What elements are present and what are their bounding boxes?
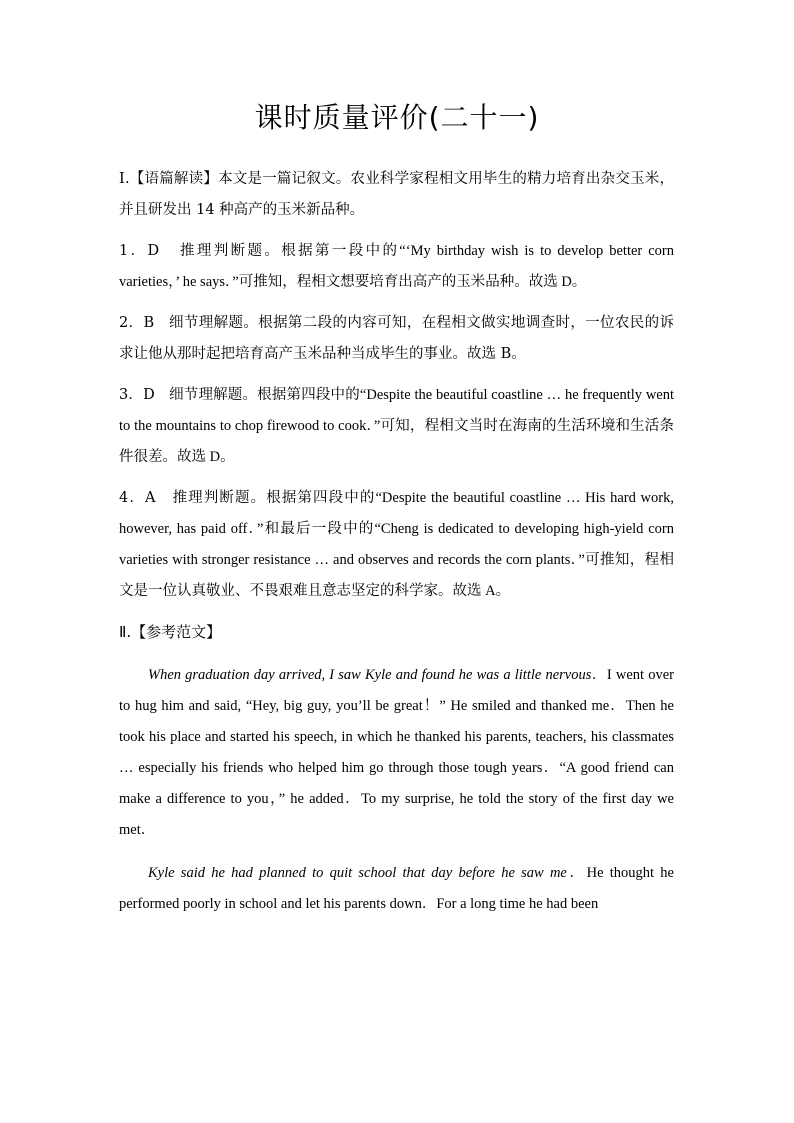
page-title: 课时质量评价(二十一) <box>254 101 540 134</box>
answer-number: 2．B <box>119 315 155 331</box>
section1-text: 本文是一篇记叙文。农业科学家程相文用毕生的精力培育出杂交玉米，并且研发出 14 种高产的玉米新品种。 <box>119 171 674 218</box>
section1-paragraph <box>119 164 674 226</box>
answer-number: 3．D <box>119 387 155 403</box>
answer-text: 推理判断题。根据第一段中的“‘My birthday wish is to develop better corn varieties，’ he says．”可推知，程相文想要培育出高产的玉米品种。故选 D。 <box>119 243 674 290</box>
section1-label: Ⅰ.【语篇解读】 <box>119 171 219 187</box>
essay-given-sentence: When graduation day arrived, I saw Kyle and found he was a little nervous <box>148 667 592 683</box>
answer-text: 推理判断题。根据第四段中的“Despite the beautiful coastline … His hard work, however, has paid off．”和最后一段中的“Cheng is dedicated to developing high-yield corn varieties with stronger resistance … and observes and records the corn plants．”可推知，程相文是一位认真敬业、不畏艰难且意志坚定的科学家。故选 A。 <box>119 490 674 599</box>
essay-given-sentence: Kyle said he had planned to quit school that day before he saw me <box>148 865 567 881</box>
answer-text: 细节理解题。根据第四段中的“Despite the beautiful coastline … he frequently went to the mountains to chop firewood to cook．”可知，程相文当时在海南的生活环境和生活条件很差。故选 D。 <box>119 387 675 465</box>
essay-paragraph <box>119 660 674 846</box>
section2-label: Ⅱ.【参考范文】 <box>119 623 222 641</box>
answer-text: 细节理解题。根据第二段的内容可知，在程相文做实地调查时，一位农民的诉求让他从那时起把培育高产玉米品种当成毕生的事业。故选 B。 <box>119 315 674 362</box>
answer-item <box>119 236 674 298</box>
document-body <box>119 164 674 932</box>
essay-paragraph <box>119 858 674 920</box>
essay-text: ．I went over to hug him and said, “Hey, big guy, you’ll be great！” He smiled and thanked me．Then he took his place and started his speech, in which he thanked his parents, teachers, his classmates … especially his friends who helped him go through those tough years．“A good friend can make a difference to you，” he added．To my surprise, he told the story of the first day we met． <box>119 667 674 838</box>
answer-item <box>119 483 674 607</box>
answer-number: 4．A <box>119 490 156 506</box>
answer-number: 1．D <box>119 243 160 259</box>
answer-item <box>119 308 674 370</box>
answer-item <box>119 380 674 473</box>
essay-text: ．He thought he performed poorly in school and let his parents down．For a long time he had been <box>119 865 674 912</box>
